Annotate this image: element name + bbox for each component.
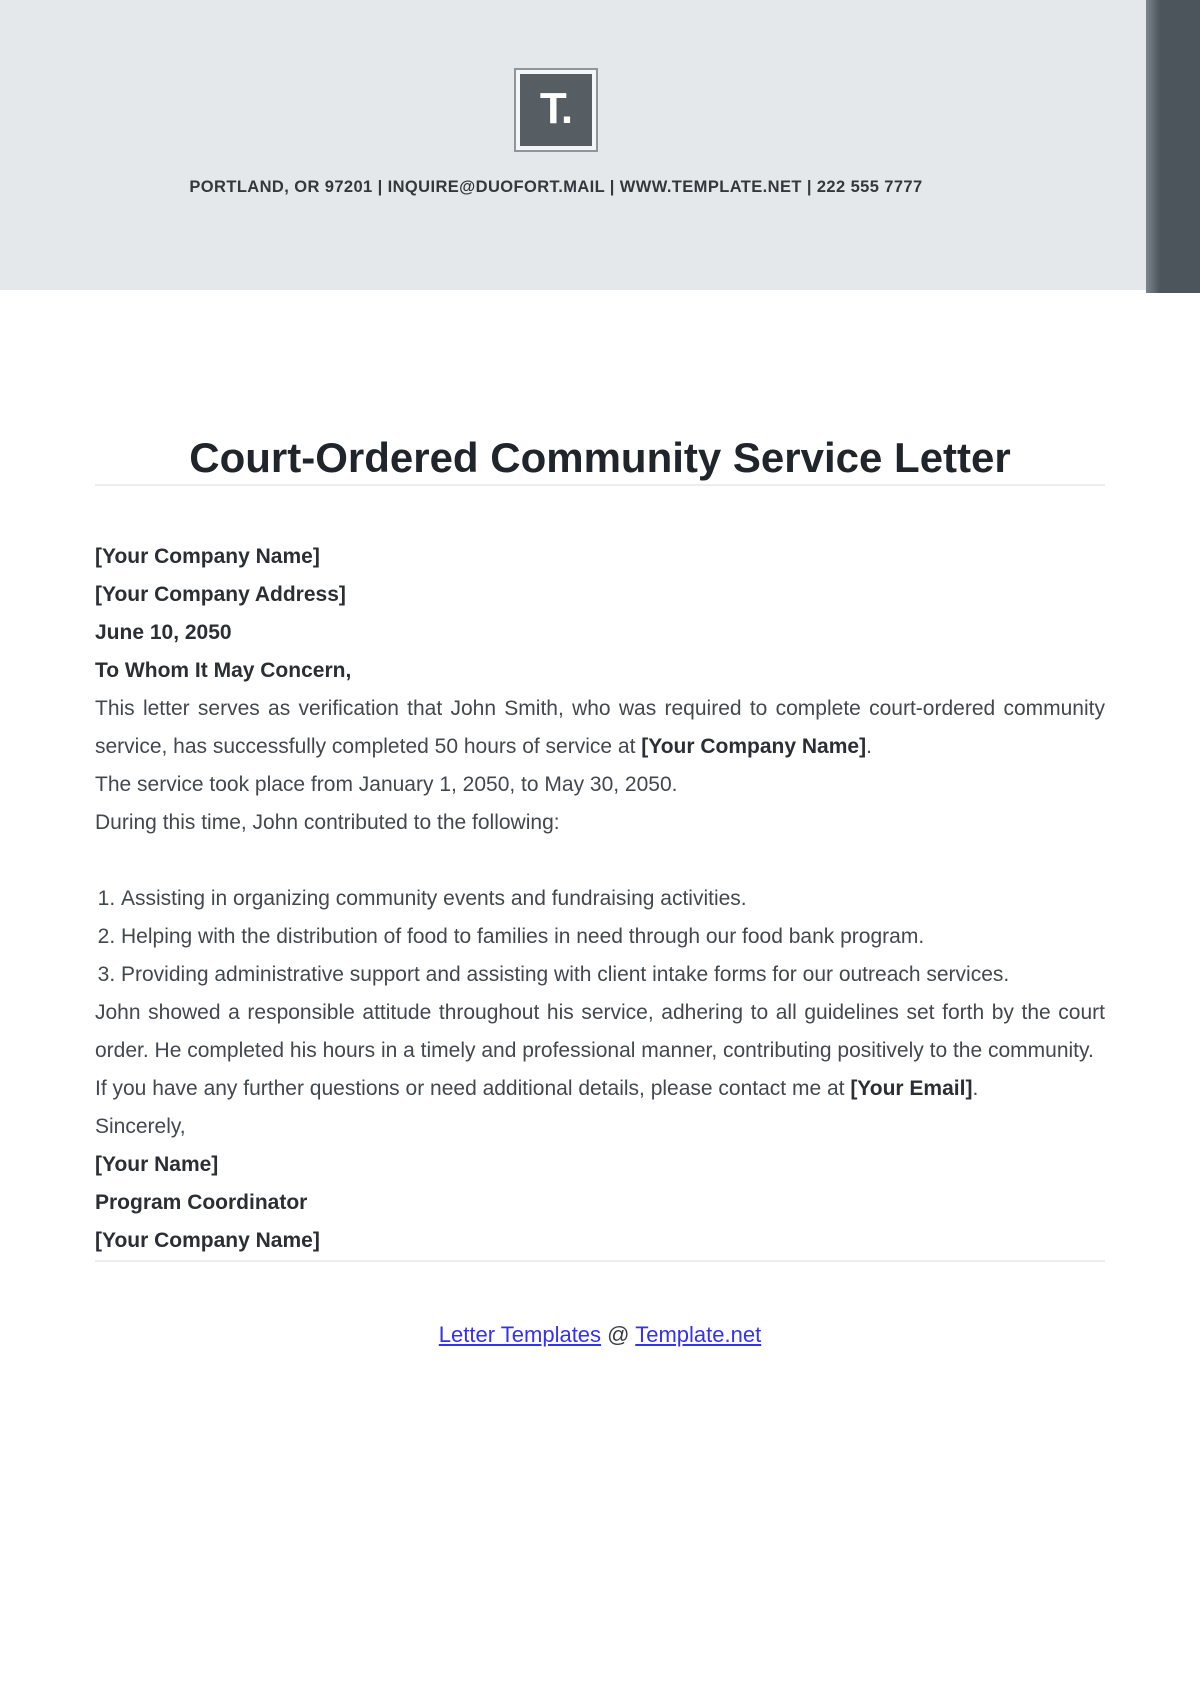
bottom-divider	[95, 1260, 1105, 1262]
contact-request-text: If you have any further questions or need additional details, please contact me at	[95, 1077, 851, 1100]
email-bold: [Your Email]	[850, 1077, 973, 1100]
header-content	[0, 0, 1112, 197]
page-title: Court-Ordered Community Service Letter	[189, 434, 1011, 481]
attitude-paragraph: John showed a responsible attitude throughout his service, adhering to all guidelines set forth by the court order. He completed his hours in a timely and professional manner, contributing positively to the community.	[95, 1001, 1105, 1062]
signature-name: [Your Name]	[95, 1153, 219, 1176]
letter-header	[0, 0, 1200, 290]
verification-paragraph	[95, 690, 1105, 766]
template-net-link[interactable]: Template.net	[635, 1322, 762, 1347]
signature-title: Program Coordinator	[95, 1191, 308, 1214]
verification-period: .	[866, 735, 872, 758]
contact-request-line	[95, 1070, 1105, 1108]
page-footer	[95, 1320, 1105, 1350]
list-item: 2. Helping with the distribution of food to families in need through our food bank program.	[121, 918, 1105, 956]
brand-logo-mark: T.	[520, 74, 592, 146]
service-dates-line: The service took place from January 1, 2050, to May 30, 2050.	[95, 773, 678, 796]
date-line: June 10, 2050	[95, 621, 232, 644]
salutation-line: To Whom It May Concern,	[95, 659, 352, 682]
letter-content	[95, 432, 1105, 1350]
letter-templates-link[interactable]: Letter Templates	[438, 1322, 602, 1347]
header-accent-bar	[1146, 0, 1200, 293]
letter-body	[95, 538, 1105, 1260]
verification-text: This letter serves as verification that John Smith, who was required to complete court-ordered community service, has successfully completed 50 hours of service at	[95, 697, 1105, 758]
company-address-line: [Your Company Address]	[95, 583, 346, 606]
company-name-line: [Your Company Name]	[95, 545, 320, 568]
closing-line: Sincerely,	[95, 1115, 186, 1138]
company-name-bold: [Your Company Name]	[641, 735, 867, 758]
list-item: 1. Assisting in organizing community events and fundraising activities.	[121, 880, 1105, 918]
at-separator: @	[607, 1322, 630, 1347]
contact-request-period: .	[972, 1077, 979, 1100]
signature-company: [Your Company Name]	[95, 1229, 320, 1252]
contribution-list	[95, 880, 1105, 994]
title-divider	[95, 484, 1105, 486]
contributed-line: During this time, John contributed to the following:	[95, 811, 560, 834]
brand-logo	[514, 68, 598, 152]
contact-line: PORTLAND, OR 97201 | INQUIRE@DUOFORT.MAIL | WWW.TEMPLATE.NET | 222 555 7777	[189, 178, 923, 196]
list-item: 3. Providing administrative support and assisting with client intake forms for our outreach services.	[121, 956, 1105, 994]
